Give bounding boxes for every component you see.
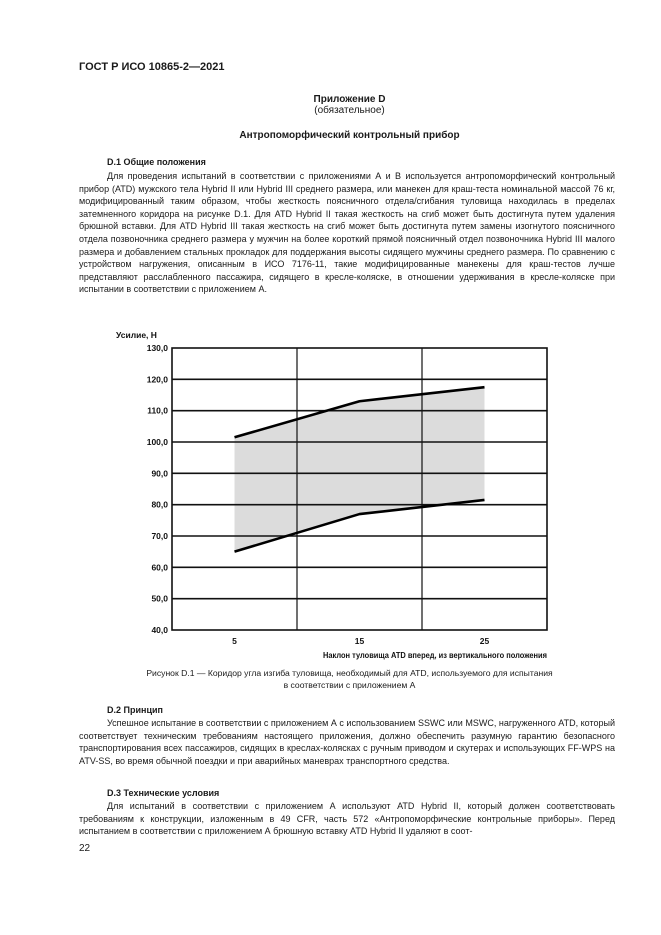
section-d1-heading: D.1 Общие положения [107,157,206,167]
section-d3-heading: D.3 Технические условия [107,788,220,798]
section-d2-text: Успешное испытание в соответствии с приложением А с использованием SSWC или MSWC, нагруженного ATD, который соответствует техническим требованиям настоящего приложения, должно обеспечить разумную гарантию безопасного транспортирования всех пассажиров, сидящих в креслах-колясках с ручным приводом и скутерах и использующих FF-WPS на ATV-SS, во время обычной поездки и при аварийных маневрах транспортного средства. [79,718,615,766]
y-tick-label: 80,0 [151,499,168,510]
x-tick-label: 15 [354,636,365,646]
figure-caption [79,668,620,691]
x-tick-label: 5 [232,636,237,646]
y-tick-label: 100,0 [146,437,168,447]
y-tick-label: 40,0 [151,625,168,635]
section-d2-heading: D.2 Принцип [107,705,163,715]
corridor-area [235,387,485,552]
y-axis-label: Усилие, Н [116,330,157,340]
document-header: ГОСТ Р ИСО 10865-2—2021 [79,61,225,73]
section-d3-text: Для испытаний в соответствии с приложением А используют ATD Hybrid II, который должен соответствовать требованиям к конструкции, изложенным в 49 CFR, часть 572 «Антропоморфические контрольные приборы». Перед испытанием в соответствии с приложением А брюшную вставку ATD Hybrid II удаляют в соот- [79,801,615,837]
section-d1-text: Для проведения испытаний в соответствии с приложениями А и В используется антропоморфический контрольный прибор (ATD) мужского тела Hybrid II или Hybrid III среднего размера, или манекен для краш-теста номинальной массой 76 кг, модифицированный таким образом, чтобы жесткость поясничного отдела/сгибания туловища находилась в пределах затемненного коридора на рисунке D.1. Для ATD Hybrid II такая жесткость на сгиб может быть достигнута путем удаления брюшной вставки. Для ATD Hybrid III такая жесткость на сгиб может быть достигнута путем замены изогнутого поясничного отдела позвоночника среднего размера у мужчин на более короткий прямой поясничный отдел позвоночника Hybrid III малого размера и добавлением стальных прокладок для поддержания высоты сидящего мужчины среднего размера. По сравнению с устройством нагружения, описанным в ИСО 7176-11, такие модифицированные манекены для краш-тестов лучше представляют расслабленного пассажира, сидящего в кресле-коляске, в отношении удерживания в кресле-коляске при испытании в соответствии с приложением А. [79,171,615,295]
y-tick-label: 120,0 [146,374,168,385]
annex-title: Антропоморфический контрольный прибор [239,130,460,141]
y-tick-label: 50,0 [151,593,168,604]
annex-status: (обязательное) [314,105,385,116]
annex-label: Приложение D [313,94,386,105]
y-tick-label: 130,0 [146,343,168,353]
y-tick-label: 90,0 [151,468,168,479]
x-axis-label: Наклон туловища ATD вперед, из вертикального положения [323,651,547,660]
y-tick-label: 60,0 [151,562,168,573]
page-number: 22 [79,843,91,854]
x-tick-label: 25 [479,636,490,646]
y-tick-label: 110,0 [147,405,168,416]
figure-caption-line2: в соответствии с приложением А [283,679,416,690]
figure-chart [100,322,560,662]
y-tick-label: 70,0 [151,531,168,541]
figure-caption-line1: Рисунок D.1 — Коридор угла изгиба туловища, необходимый для ATD, используемого для испытания [146,668,553,678]
